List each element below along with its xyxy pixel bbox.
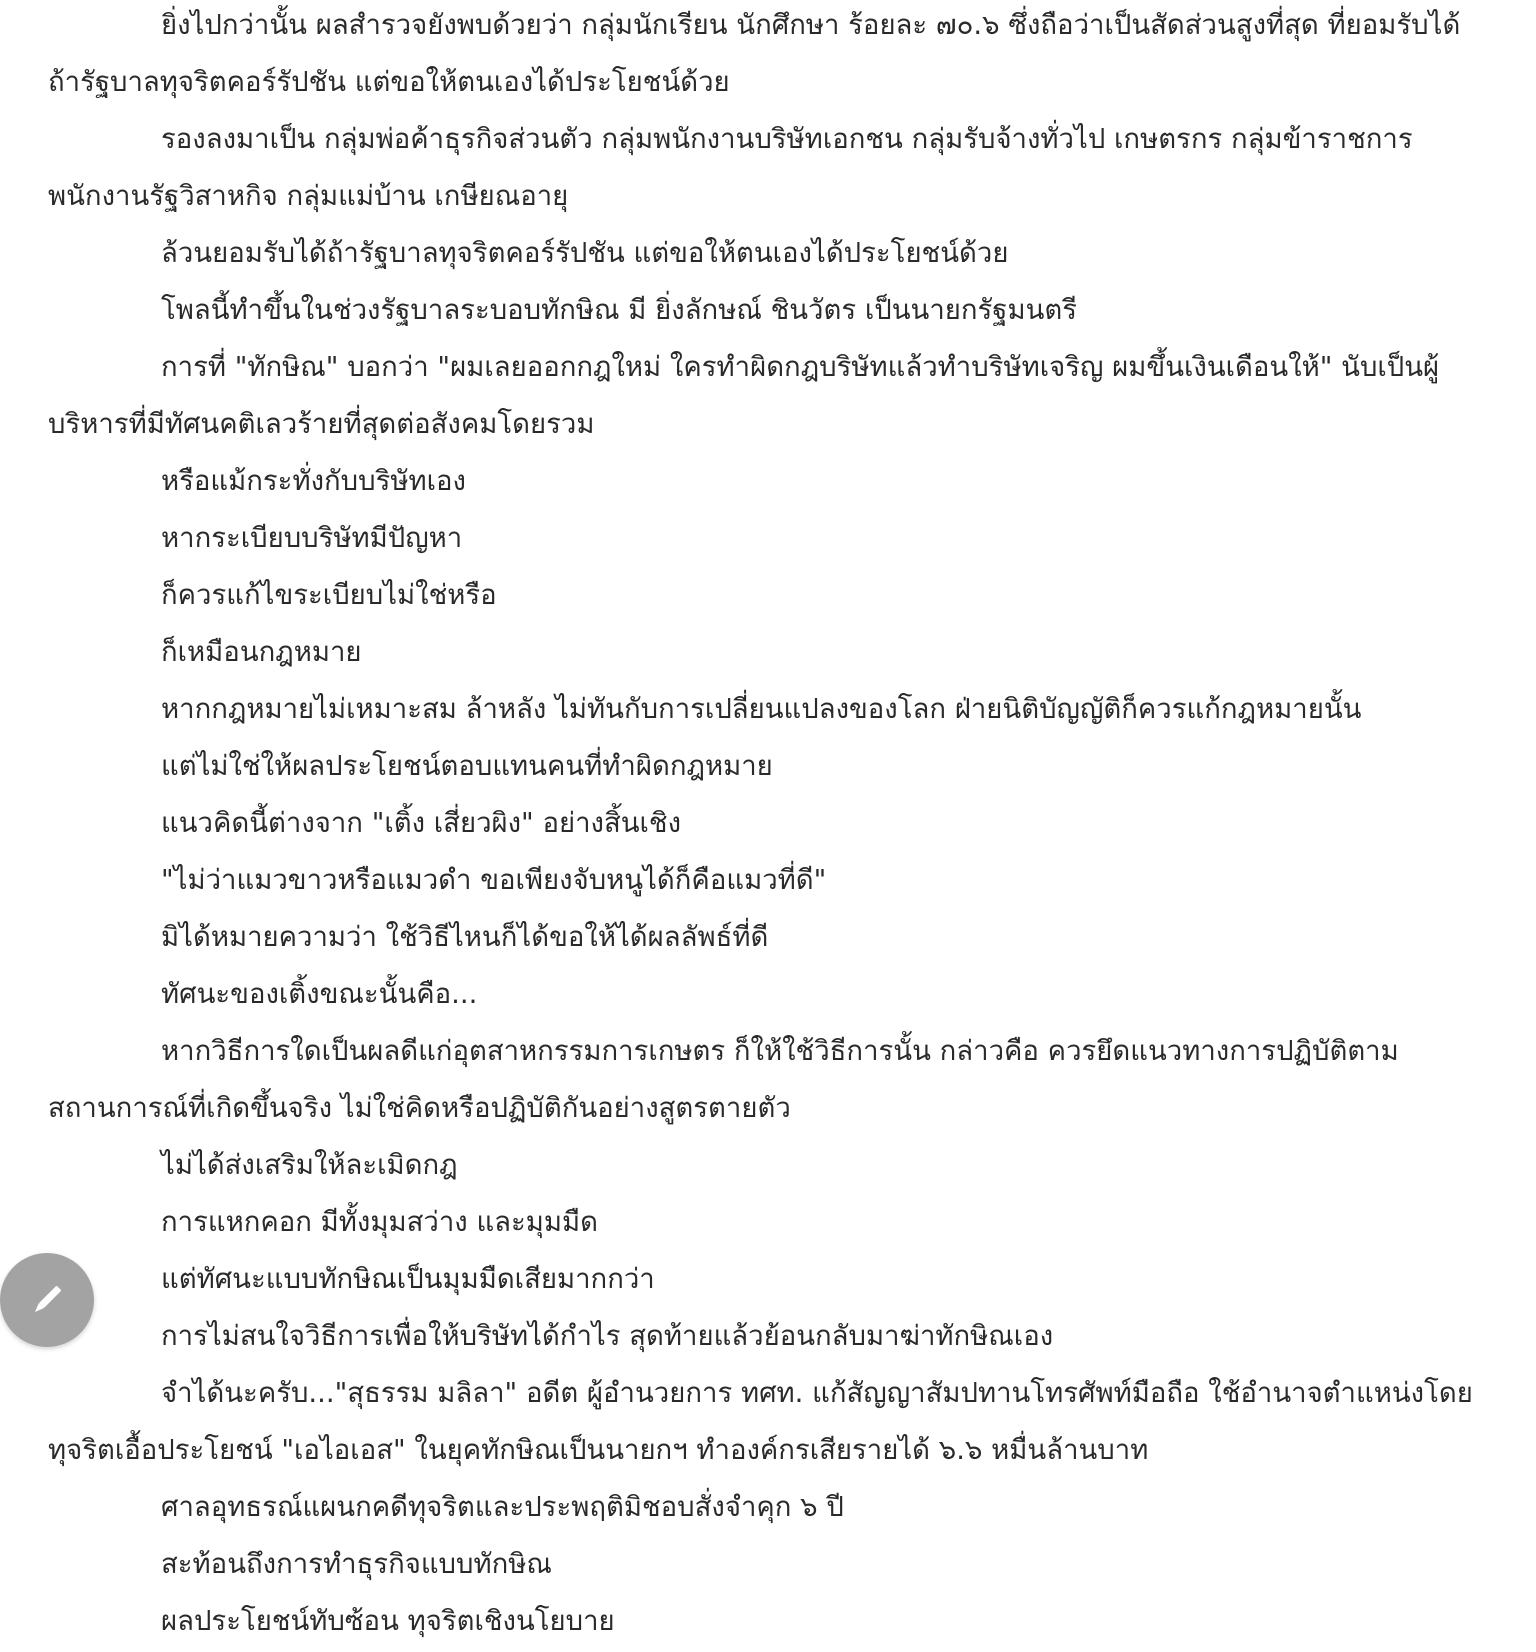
paragraph: ก็เหมือนกฎหมาย xyxy=(161,636,362,668)
paragraph: แต่ทัศนะแบบทักษิณเป็นมุมมืดเสียมากกว่า xyxy=(161,1263,655,1295)
paragraph: มิได้หมายความว่า ใช้วิธีไหนก็ได้ขอให้ได้ผลลัพธ์ที่ดี xyxy=(161,921,769,953)
paragraph: หากกฎหมายไม่เหมาะสม ล้าหลัง ไม่ทันกับการเปลี่ยนแปลงของโลก ฝ่ายนิติบัญญัติก็ควรแก้กฎหมายนั้น xyxy=(161,693,1362,725)
paragraph: การที่ "ทักษิณ" บอกว่า "ผมเลยออกกฎใหม่ ใครทำผิดกฎบริษัทแล้วทำบริษัทเจริญ ผมขึ้นเงินเดือนให้" นับเป็นผู้บริหารที่มีทัศนคติเลวร้ายที่สุดต่อสังคมโดยรวม xyxy=(48,351,1440,440)
paragraph: หากระเบียบบริษัทมีปัญหา xyxy=(161,522,463,554)
paragraph: สะท้อนถึงการทำธุรกิจแบบทักษิณ xyxy=(161,1548,552,1580)
paragraph: ศาลอุทธรณ์แผนกคดีทุจริตและประพฤติมิชอบสั่งจำคุก ๖ ปี xyxy=(161,1491,844,1523)
paragraph: แต่ไม่ใช่ให้ผลประโยชน์ตอบแทนคนที่ทำผิดกฎหมาย xyxy=(161,750,773,782)
pencil-icon xyxy=(26,1279,68,1321)
paragraph: การแหกคอก มีทั้งมุมสว่าง และมุมมืด xyxy=(161,1206,599,1238)
paragraph: แนวคิดนี้ต่างจาก "เติ้ง เสี่ยวผิง" อย่างสิ้นเชิง xyxy=(161,807,682,839)
paragraph: "ไม่ว่าแมวขาวหรือแมวดำ ขอเพียงจับหนูได้ก็คือแมวที่ดี" xyxy=(161,864,827,896)
paragraph: ทัศนะของเติ้งขณะนั้นคือ... xyxy=(161,978,478,1010)
paragraph: ไม่ได้ส่งเสริมให้ละเมิดกฎ xyxy=(161,1149,458,1181)
paragraph: ผลประโยชน์ทับซ้อน ทุจริตเชิงนโยบาย xyxy=(161,1605,615,1637)
article-body xyxy=(48,0,1493,1650)
paragraph: ยิ่งไปกว่านั้น ผลสำรวจยังพบด้วยว่า กลุ่มนักเรียน นักศึกษา ร้อยละ ๗๐.๖ ซึ่งถือว่าเป็นสัดส่วนสูงที่สุด ที่ยอมรับได้ ถ้ารัฐบาลทุจริตคอร์รัปชัน แต่ขอให้ตนเองได้ประโยชน์ด้วย xyxy=(48,9,1461,98)
paragraph: รองลงมาเป็น กลุ่มพ่อค้าธุรกิจส่วนตัว กลุ่มพนักงานบริษัทเอกชน กลุ่มรับจ้างทั่วไป เกษตรกร กลุ่มข้าราชการ พนักงานรัฐวิสาหกิจ กลุ่มแม่บ้าน เกษียณอายุ xyxy=(48,123,1413,212)
paragraph: การไม่สนใจวิธีการเพื่อให้บริษัทได้กำไร สุดท้ายแล้วย้อนกลับมาฆ่าทักษิณเอง xyxy=(161,1320,1054,1352)
edit-button[interactable] xyxy=(0,1253,94,1347)
paragraph: หรือแม้กระทั่งกับบริษัทเอง xyxy=(161,465,466,497)
paragraph: ล้วนยอมรับได้ถ้ารัฐบาลทุจริตคอร์รัปชัน แต่ขอให้ตนเองได้ประโยชน์ด้วย xyxy=(161,237,1009,269)
paragraph: หากวิธีการใดเป็นผลดีแก่อุตสาหกรรมการเกษตร ก็ให้ใช้วิธีการนั้น กล่าวคือ ควรยึดแนวทางการปฏิบัติตามสถานการณ์ที่เกิดขึ้นจริง ไม่ใช่คิดหรือปฏิบัติกันอย่างสูตรตายตัว xyxy=(48,1035,1399,1124)
paragraph: โพลนี้ทำขึ้นในช่วงรัฐบาลระบอบทักษิณ มี ยิ่งลักษณ์ ชินวัตร เป็นนายกรัฐมนตรี xyxy=(161,294,1078,326)
paragraph: ก็ควรแก้ไขระเบียบไม่ใช่หรือ xyxy=(161,579,497,611)
paragraph: จำได้นะครับ..."สุธรรม มลิลา" อดีต ผู้อำนวยการ ทศท. แก้สัญญาสัมปทานโทรศัพท์มือถือ ใช้อำนาจตำแหน่งโดยทุจริตเอื้อประโยชน์ "เอไอเอส" ในยุคทักษิณเป็นนายกฯ ทำองค์กรเสียรายได้ ๖.๖ หมื่นล้านบาท xyxy=(48,1377,1473,1466)
